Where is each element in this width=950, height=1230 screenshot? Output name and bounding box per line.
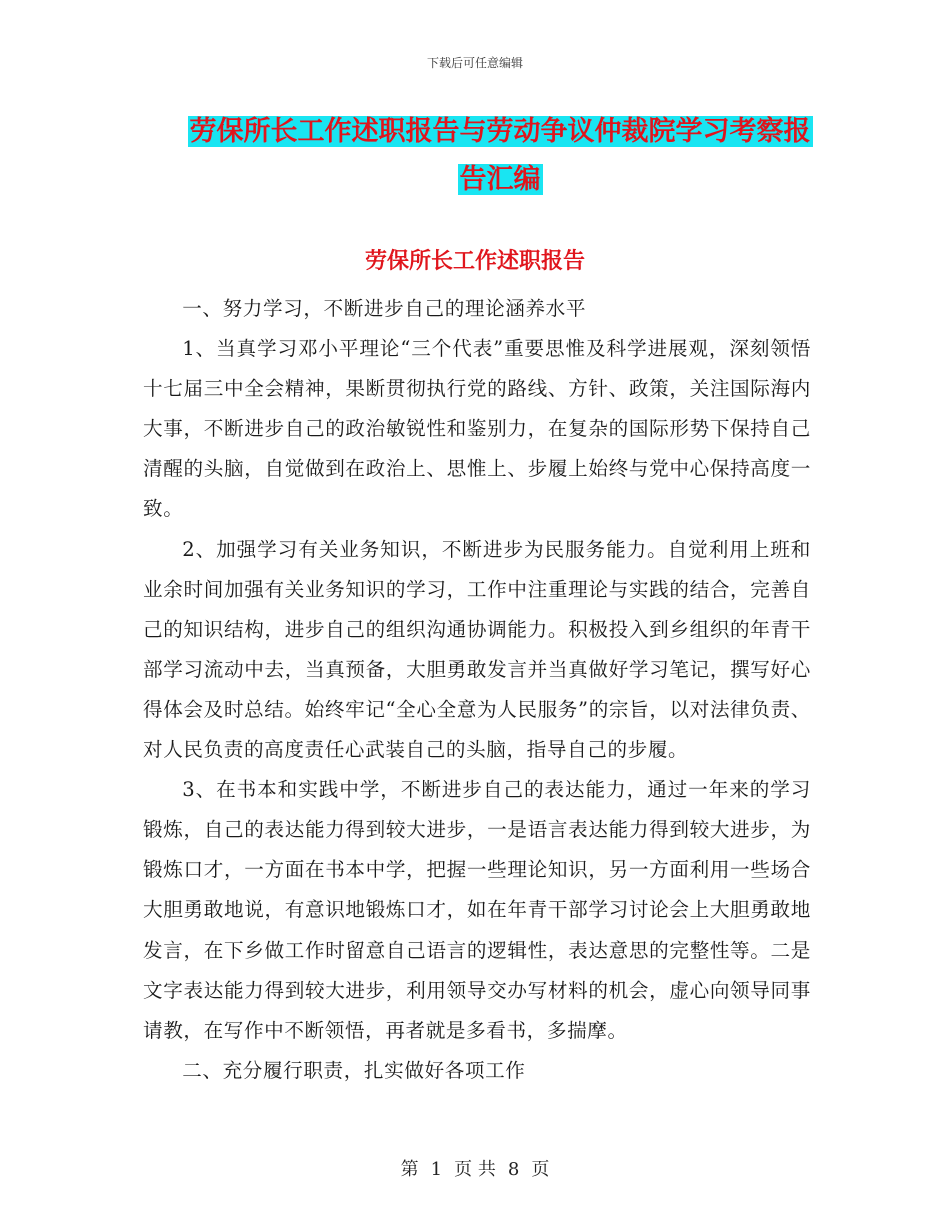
page-footer [0,1155,950,1181]
document-title [150,108,850,204]
document-body [143,289,811,1091]
heading-paragraph-1: 一、努力学习，不断进步自己的理论涵养水平 [182,297,587,320]
footer-label-of: 页 共 [454,1159,496,1180]
footer-label-page: 第 [400,1159,419,1180]
document-title-line-2: 告汇编 [459,164,541,195]
heading-paragraph-2: 二、充分履行职责，扎实做好各项工作 [182,1058,526,1082]
total-pages-number: 8 [507,1159,520,1180]
body-paragraph: 1、当真学习邓小平理论“三个代表”重要思惟及科学进展观，深刻领悟十七届三中全会精神，果断贯彻执行党的路线、方针、政策，关注国际海内大事，不断进步自己的政治敏锐性和鉴别力，在复杂的国际形势下保持自己清醒的头脑，自觉做到在政治上、思惟上、步履上始终与党中心保持高度一致。 [143,337,811,521]
current-page-number: 1 [430,1159,443,1180]
footer-label-end: 页 [531,1159,550,1180]
body-paragraph: 2、加强学习有关业务知识，不断进步为民服务能力。自觉利用上班和业余时间加强有关业务知识的学习，工作中注重理论与实践的结合，完善自己的知识结构，进步自己的组织沟通协调能力。积极投入到乡组织的年青干部学习流动中去，当真预备，大胆勇敢发言并当真做好学习笔记，撰写好心得体会及时总结。始终牢记“全心全意为人民服务”的宗旨，以对法律负责、对人民负责的高度责任心武装自己的头脑，指导自己的步履。 [143,537,811,762]
document-title-line-1: 劳保所长工作述职报告与劳动争议仲裁院学习考察报 [189,116,811,147]
header-note: 下载后可任意编辑 [426,56,523,70]
section-title: 劳保所长工作述职报告 [364,248,585,274]
body-paragraph: 3、在书本和实践中学，不断进步自己的表达能力，通过一年来的学习锻炼，自己的表达能力得到较大进步，一是语言表达能力得到较大进步，为锻炼口才，一方面在书本中学，把握一些理论知识，另一方面利用一些场合大胆勇敢地说，有意识地锻炼口才，如在年青干部学习讨论会上大胆勇敢地发言，在下乡做工作时留意自己语言的逻辑性，表达意思的完整性等。二是文字表达能力得到较大进步，利用领导交办写材料的机会，虚心向领导同事请教，在写作中不断领悟，再者就是多看书，多揣摩。 [143,778,811,1042]
